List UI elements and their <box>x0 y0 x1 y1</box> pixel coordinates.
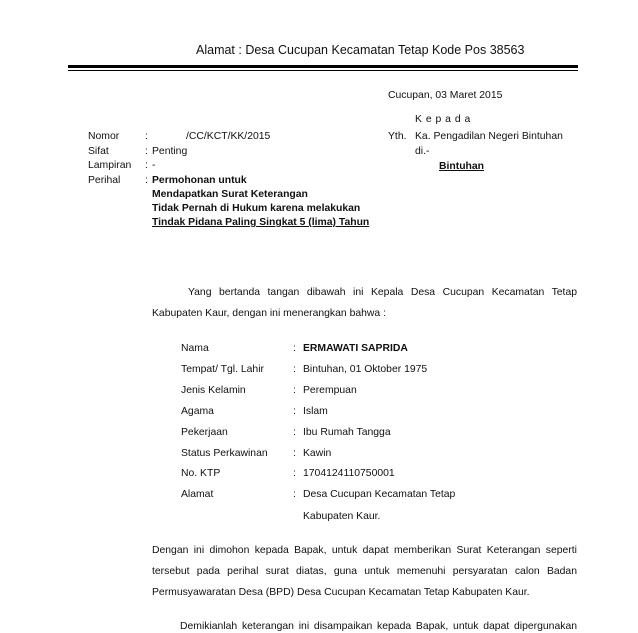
place-date: Cucupan, 03 Maret 2015 <box>388 90 503 101</box>
identity-colon: : <box>293 427 296 438</box>
sifat-value: Penting <box>152 146 188 157</box>
perihal-line: Tindak Pidana Paling Singkat 5 (lima) Tahun <box>152 217 370 228</box>
recipient-name: Ka. Pengadilan Negeri Bintuhan <box>415 131 563 142</box>
identity-label: Nama <box>181 343 209 354</box>
lampiran-value: - <box>152 160 156 171</box>
recipient-to: K e p a d a <box>415 114 471 125</box>
letterhead-rule-thick <box>68 65 578 68</box>
identity-label: Tempat/ Tgl. Lahir <box>181 364 264 375</box>
identity-colon: : <box>293 489 296 500</box>
recipient-yth: Yth. <box>388 131 407 142</box>
intro-line: Kabupaten Kaur, dengan ini menerangkan bahwa : <box>152 308 386 319</box>
identity-value: Kawin <box>303 448 332 459</box>
identity-colon: : <box>293 468 296 479</box>
perihal-label: Perihal <box>88 175 121 186</box>
request-line: Dengan ini dimohon kepada Bapak, untuk dapat memberikan Surat Keterangan seperti <box>152 545 577 556</box>
perihal-line: Permohonan untuk <box>152 175 247 186</box>
lampiran-label: Lampiran <box>88 160 132 171</box>
identity-label: Status Perkawinan <box>181 448 268 459</box>
identity-value: 1704124110750001 <box>303 468 395 479</box>
recipient-place: Bintuhan <box>439 161 485 172</box>
letterhead-address: Alamat : Desa Cucupan Kecamatan Tetap Kode Pos 38563 <box>196 43 525 57</box>
identity-label: No. KTP <box>181 468 221 479</box>
closing-line: Demikianlah keterangan ini disampaikan kepada Bapak, untuk dapat dipergunakan <box>180 621 577 632</box>
perihal-colon: : <box>145 175 148 186</box>
lampiran-colon: : <box>145 160 148 171</box>
nomor-label: Nomor <box>88 131 120 142</box>
sifat-colon: : <box>145 146 148 157</box>
identity-label: Alamat <box>181 489 214 500</box>
identity-value: Desa Cucupan Kecamatan Tetap <box>303 489 456 500</box>
identity-label: Pekerjaan <box>181 427 228 438</box>
request-line: tersebut pada perihal surat diatas, guna untuk memenuhi persyaratan calon Badan <box>152 566 577 577</box>
identity-label: Jenis Kelamin <box>181 385 246 396</box>
sifat-label: Sifat <box>88 146 109 157</box>
identity-colon: : <box>293 406 296 417</box>
nomor-colon: : <box>145 131 148 142</box>
perihal-line: Tidak Pernah di Hukum karena melakukan <box>152 203 361 214</box>
identity-value: Ibu Rumah Tangga <box>303 427 391 438</box>
identity-value-cont: Kabupaten Kaur. <box>303 511 381 522</box>
identity-value: Islam <box>303 406 328 417</box>
identity-colon: : <box>293 364 296 375</box>
intro-line: Yang bertanda tangan dibawah ini Kepala Desa Cucupan Kecamatan Tetap <box>188 287 577 298</box>
letterhead-rule-thin <box>68 70 578 71</box>
identity-colon: : <box>293 448 296 459</box>
identity-value: ERMAWATI SAPRIDA <box>303 343 408 354</box>
recipient-di: di.- <box>415 146 430 157</box>
request-line: Permusyawaratan Desa (BPD) Desa Cucupan Kecamatan Tetap Kabupaten Kaur. <box>152 587 530 598</box>
nomor-value: /CC/KCT/KK/2015 <box>186 131 271 142</box>
identity-value: Perempuan <box>303 385 357 396</box>
identity-value: Bintuhan, 01 Oktober 1975 <box>303 364 428 375</box>
identity-label: Agama <box>181 406 214 417</box>
identity-colon: : <box>293 385 296 396</box>
identity-colon: : <box>293 343 296 354</box>
perihal-line: Mendapatkan Surat Keterangan <box>152 189 308 200</box>
